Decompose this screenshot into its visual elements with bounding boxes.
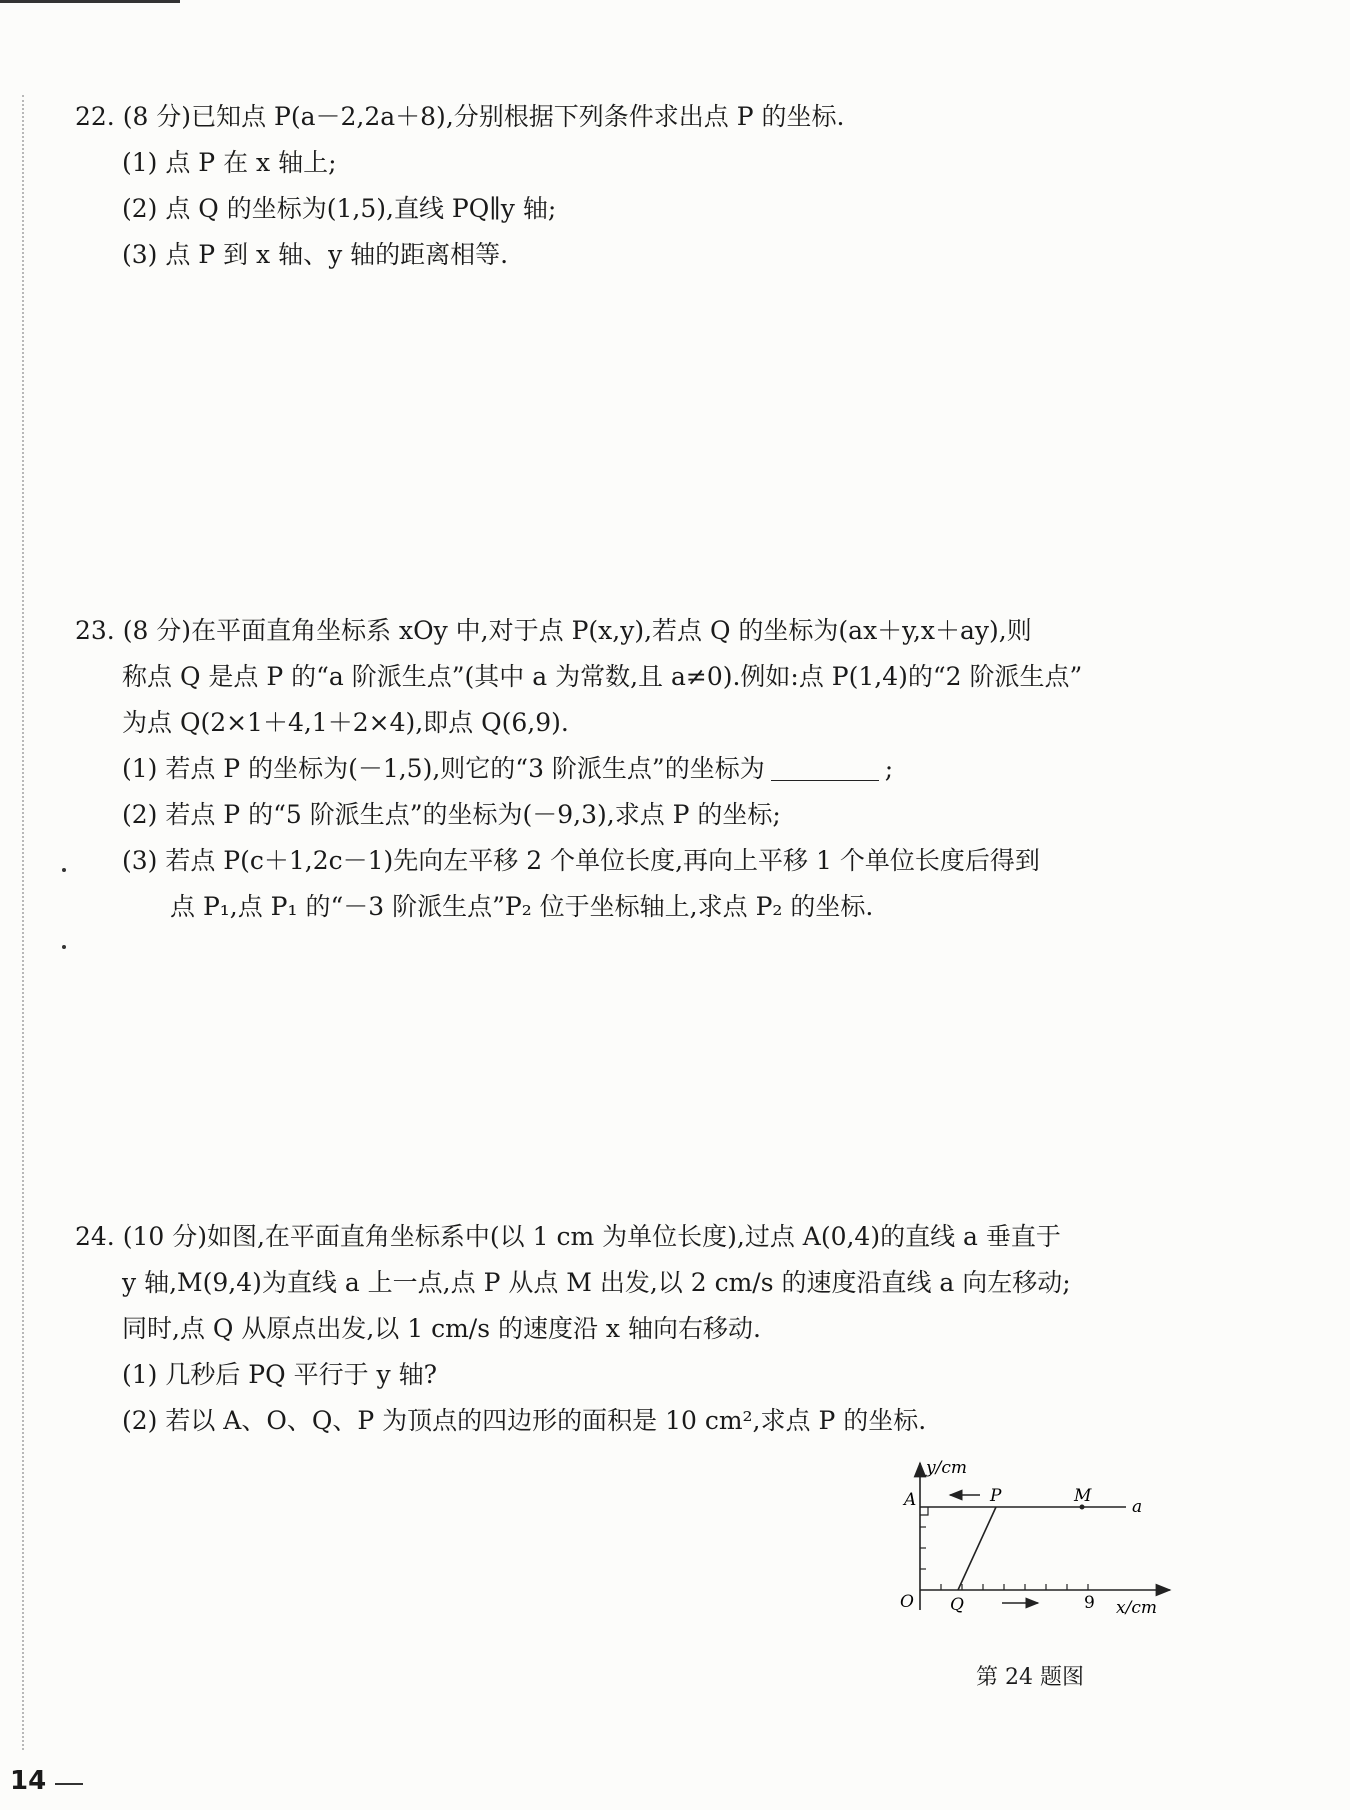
label-m: M: [1074, 1486, 1092, 1506]
scan-speck: [62, 945, 66, 949]
coordinate-diagram: [880, 1455, 1180, 1675]
q24-part-2: (2) 若以 A、O、Q、P 为顶点的四边形的面积是 10 cm²,求点 P 的坐标.: [122, 1406, 927, 1435]
q23-part-2: (2) 若点 P 的“5 阶派生点”的坐标为(－9,3),求点 P 的坐标;: [122, 800, 781, 829]
figure-24: [880, 1455, 1180, 1705]
x-axis-label: x/cm: [1116, 1598, 1157, 1618]
q24-stem-line-2: y 轴,M(9,4)为直线 a 上一点,点 P 从点 M 出发,以 2 cm/s 的速度沿直线 a 向左移动;: [122, 1268, 1071, 1297]
question-23: [75, 608, 1175, 930]
label-a-point: A: [904, 1490, 917, 1510]
tick-label-9: 9: [1084, 1593, 1095, 1613]
label-origin: O: [900, 1592, 914, 1612]
q22-part-3: (3) 点 P 到 x 轴、y 轴的距离相等.: [122, 240, 509, 269]
right-angle-mark: [920, 1507, 928, 1515]
y-axis-label: y/cm: [926, 1458, 967, 1478]
page-number-dash: [55, 1783, 83, 1785]
segment-pq: [958, 1507, 996, 1590]
q23-part-3-line-2: 点 P₁,点 P₁ 的“－3 阶派生点”P₂ 位于坐标轴上,求点 P₂ 的坐标.: [170, 892, 874, 921]
answer-blank: [771, 752, 879, 781]
q23-stem-line-3: 为点 Q(2×1＋4,1＋2×4),即点 Q(6,9).: [122, 708, 569, 737]
q22-part-2: (2) 点 Q 的坐标为(1,5),直线 PQ∥y 轴;: [122, 194, 557, 223]
q23-stem-line-1: 23. (8 分)在平面直角坐标系 xOy 中,对于点 P(x,y),若点 Q 的坐标为(ax＋y,x＋ay),则: [75, 616, 1032, 645]
label-q: Q: [950, 1595, 964, 1615]
question-22: [75, 94, 1175, 278]
scan-speck: [62, 868, 66, 872]
page-number: 14: [10, 1766, 47, 1796]
q22-stem: 22. (8 分)已知点 P(a－2,2a＋8),分别根据下列条件求出点 P 的坐标.: [75, 102, 845, 131]
q24-stem-line-1: 24. (10 分)如图,在平面直角坐标系中(以 1 cm 为单位长度),过点 A(0,4)的直线 a 垂直于: [75, 1222, 1061, 1251]
q23-part-1-end: ;: [884, 754, 894, 783]
q23-stem-line-2: 称点 Q 是点 P 的“a 阶派生点”(其中 a 为常数,且 a≠0).例如:点 P(1,4)的“2 阶派生点”: [122, 662, 1083, 691]
q22-part-1: (1) 点 P 在 x 轴上;: [122, 148, 337, 177]
question-24: [75, 1214, 1175, 1444]
q24-stem-line-3: 同时,点 Q 从原点出发,以 1 cm/s 的速度沿 x 轴向右移动.: [122, 1314, 761, 1343]
binding-margin-dots: [22, 95, 24, 1750]
label-p: P: [990, 1486, 1002, 1506]
q23-part-1: [75, 746, 1175, 792]
label-line-a: a: [1132, 1497, 1143, 1517]
q23-part-3-line-1: (3) 若点 P(c＋1,2c－1)先向左平移 2 个单位长度,再向上平移 1 个单位长度后得到: [122, 846, 1040, 875]
figure-caption: 第 24 题图: [976, 1665, 1084, 1690]
q23-part-1-text: (1) 若点 P 的坐标为(－1,5),则它的“3 阶派生点”的坐标为: [122, 754, 765, 783]
q24-part-1: (1) 几秒后 PQ 平行于 y 轴?: [122, 1360, 437, 1389]
top-rule: [0, 0, 180, 3]
